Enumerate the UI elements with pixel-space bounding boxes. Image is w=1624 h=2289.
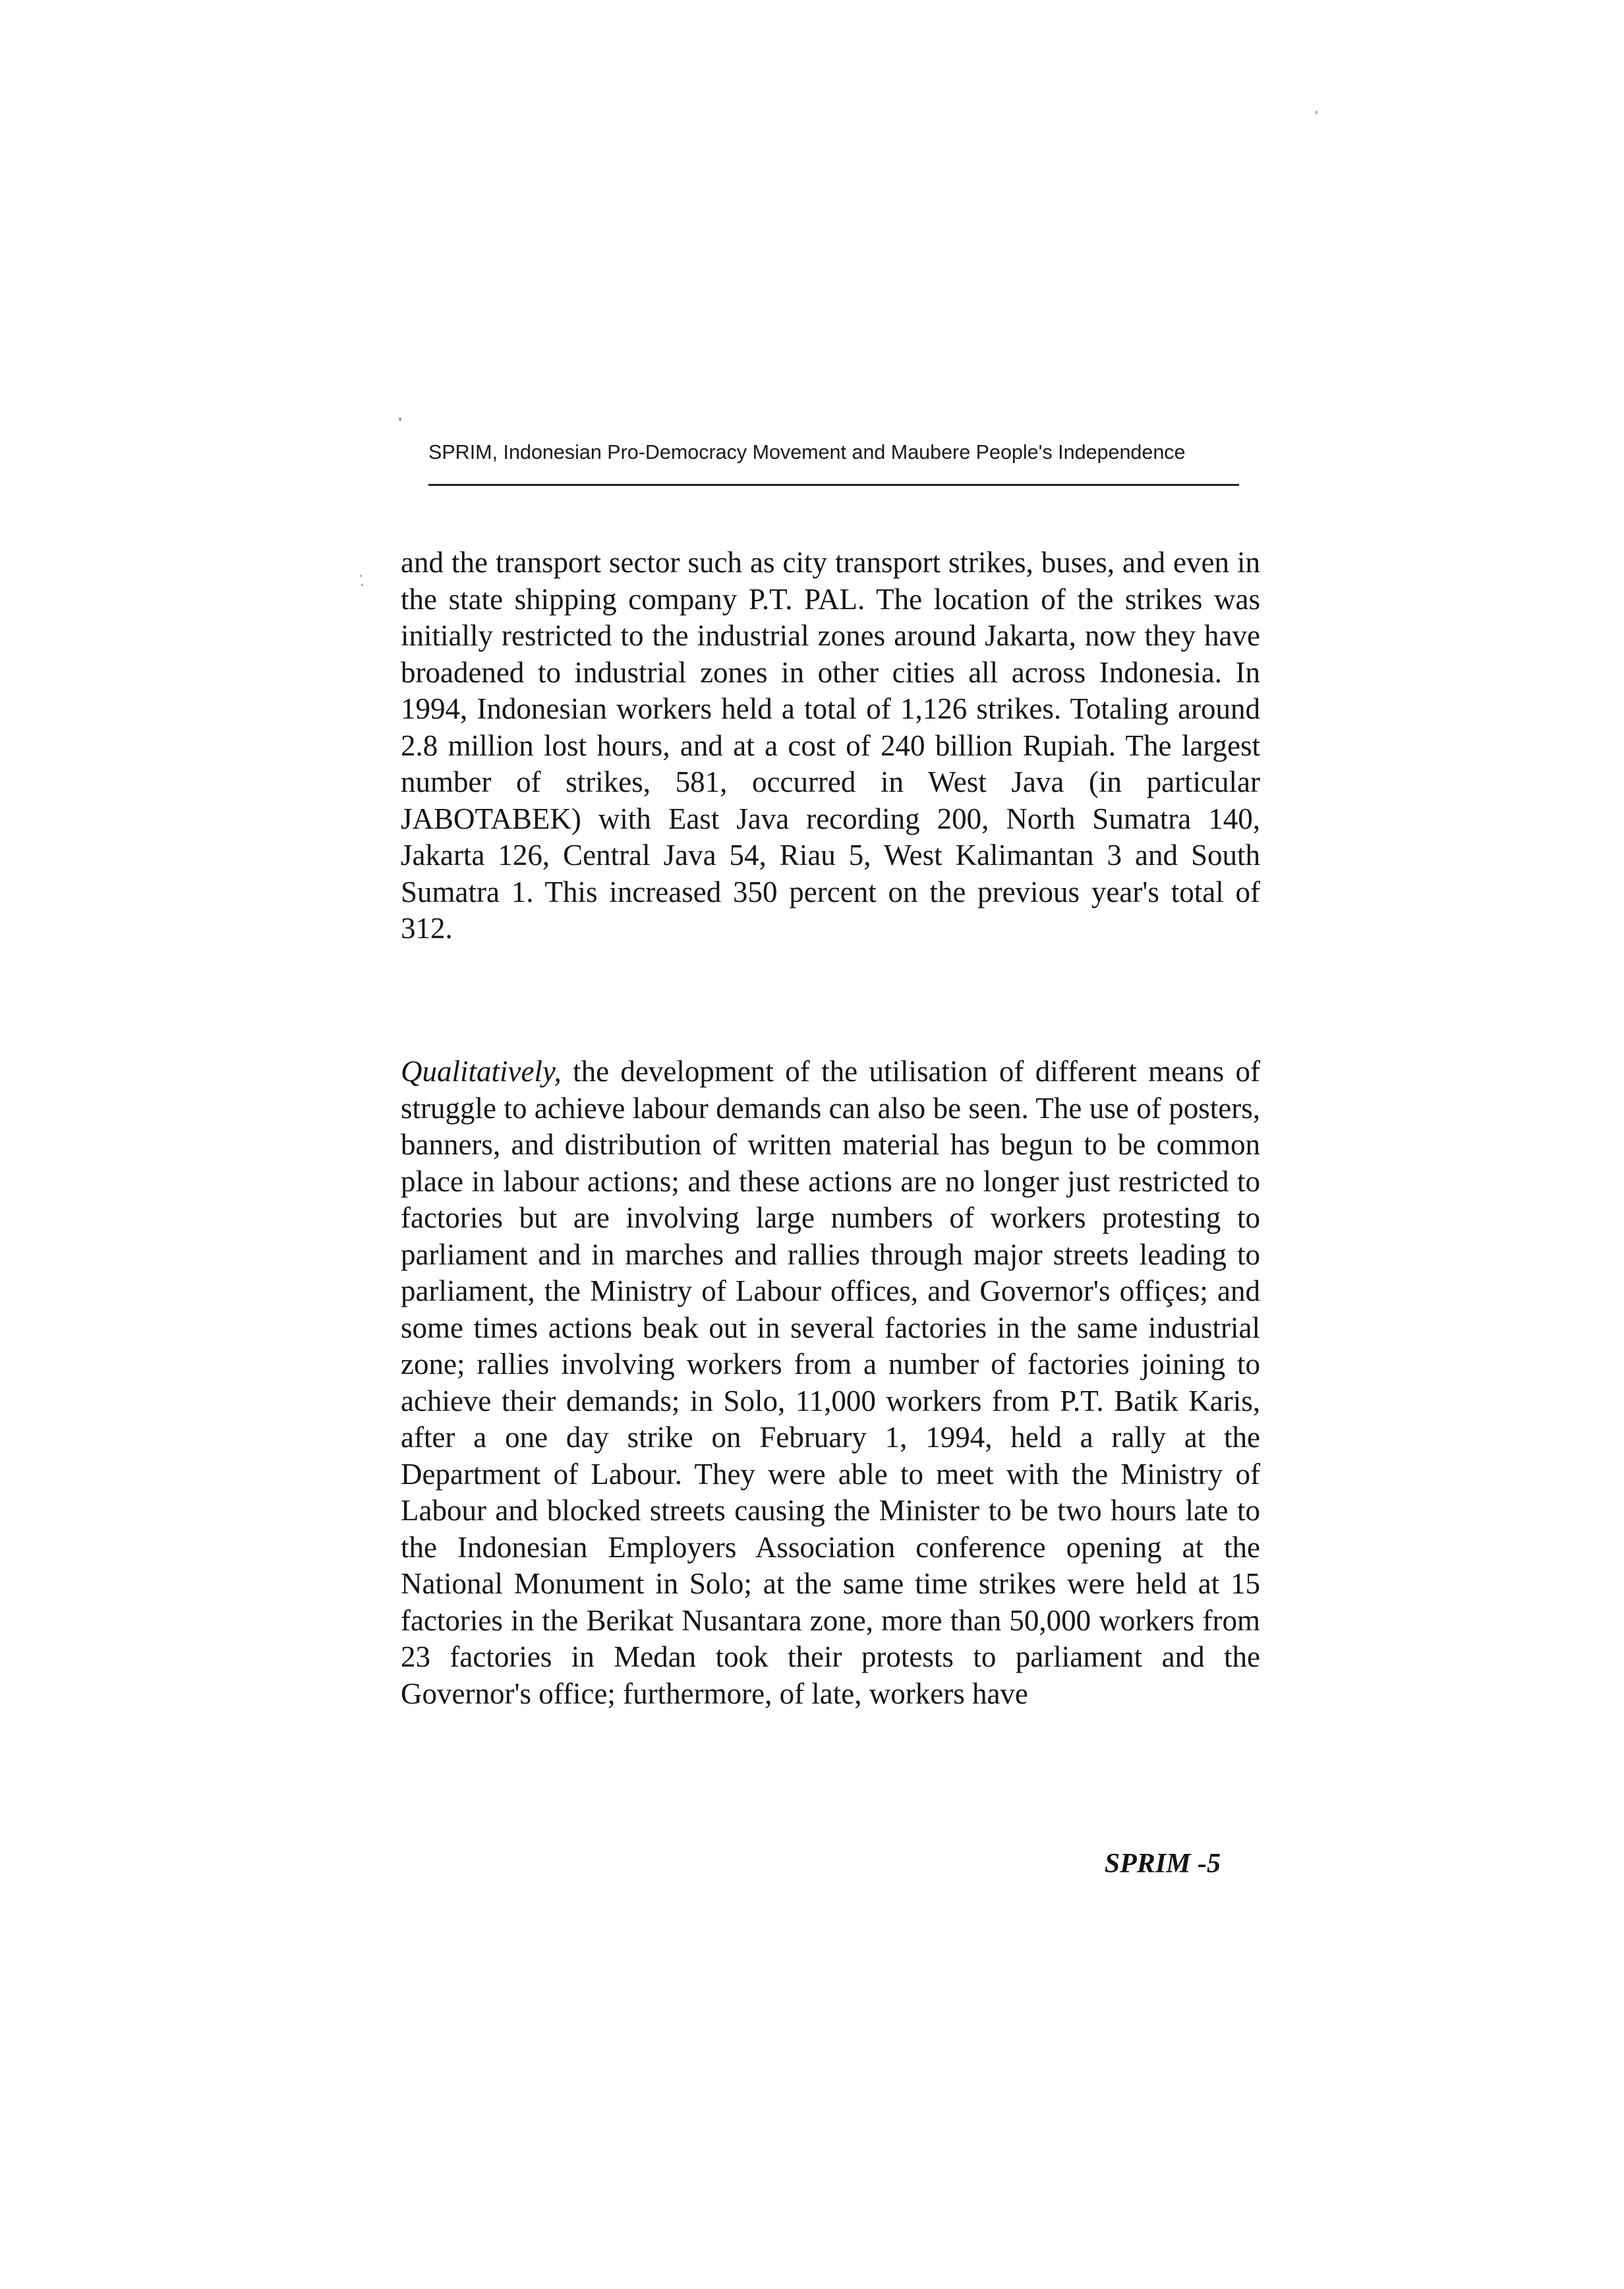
scan-speck	[399, 417, 401, 421]
paragraph-qualitatively	[401, 1054, 1260, 1712]
paragraph-qualitatively-text: the development of the utilisation of different means of struggle to achieve labour demands can also be seen. The use of posters, banners, and distribution of written material has begun to be common place in labour actions; and these actions are no longer just restricted to factories but are involving large numbers of workers protesting to parliament and in marches and rallies through major streets leading to parliament, the Ministry of Labour offices, and Governor's offiçes; and some times actions beak out in several factories in the same industrial zone; rallies involving workers from a number of factories joining to achieve their demands; in Solo, 11,000 workers from P.T. Batik Karis, after a one day strike on February 1, 1994, held a rally at the Department of Labour. They were able to meet with the Ministry of Labour and blocked streets causing the Minister to be two hours late to the Indonesian Employers Association conference opening at the National Monument in Solo; at the same time strikes were held at 15 factories in the Berikat Nusantara zone, more than 50,000 workers from 23 factories in Medan took their protests to parliament and the Governor's office; furthermore, of late, workers have	[401, 1055, 1260, 1710]
page-folio: SPRIM -5	[1104, 1849, 1221, 1879]
paragraph-transport-strikes: and the transport sector such as city transport strikes, buses, and even in the state shipping company P.T. PAL. The location of the strikes was initially restricted to the industrial zones around Jakarta, now they have broadened to industrial zones in other cities all across Indonesia. In 1994, Indonesian workers held a total of 1,126 strikes. Totaling around 2.8 million lost hours, and at a cost of 240 billion Rupiah. The largest number of strikes, 581, occurred in West Java (in particular JABOTABEK) with East Java recording 200, North Sumatra 140, Jakarta 126, Central Java 54, Riau 5, West Kalimantan 3 and South Sumatra 1. This increased 350 percent on the previous year's total of 312.	[401, 546, 1260, 945]
scan-speck	[361, 584, 363, 586]
paragraph-lead-word: Qualitatively,	[401, 1055, 562, 1088]
header-rule	[428, 484, 1239, 486]
running-header: SPRIM, Indonesian Pro-Democracy Movement and Maubere People's Independence	[428, 441, 1186, 463]
scan-speck	[360, 575, 362, 577]
scan-speck	[1316, 111, 1318, 114]
